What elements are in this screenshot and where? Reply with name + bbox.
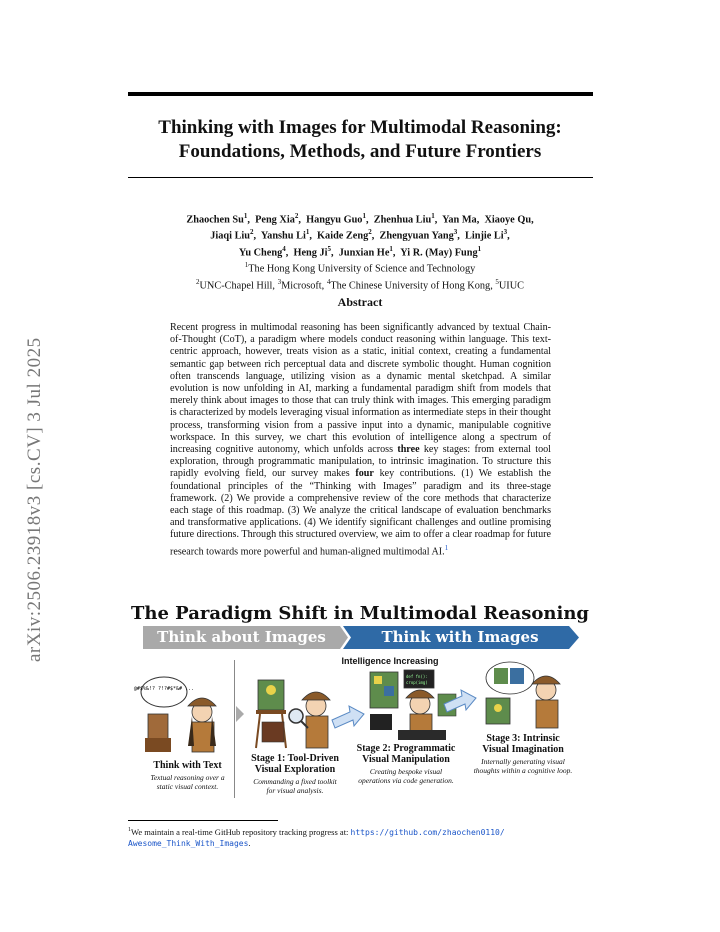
stage-think-with-text: Think with Text Textual reasoning over a static visual context. xyxy=(150,760,225,791)
svg-text:crop(img): crop(img) xyxy=(406,680,428,685)
footnote-rule xyxy=(128,820,278,821)
title-bottom-rule xyxy=(128,177,593,178)
svg-text:def fn():: def fn(): xyxy=(406,674,428,679)
intelligence-increasing-label: Intelligence Increasing xyxy=(341,656,439,666)
author-line-3: Yu Cheng$^4$, Heng Ji$^5$, Junxian He$^1$, Yi R. (May) Fung$^1$ xyxy=(238,244,482,259)
think-with-text-illustration xyxy=(133,676,235,756)
stage1-to-stage2-arrow xyxy=(332,706,364,728)
stage2-to-stage3-arrow xyxy=(444,690,476,712)
footnote-link[interactable]: 1 xyxy=(444,543,449,552)
repo-url-link[interactable]: https://github.com/zhaochen0110/ xyxy=(350,827,505,837)
author-line-2: Jiaqi Liu$^2$, Yanshu Li$^1$, Kaide Zeng$^2$, Zhengyuan Yang$^3$, Linjie Li$^3$, xyxy=(210,228,510,242)
abstract-body: Recent progress in multimodal reasoning has been significantly advanced by textual Chain-of-Thought (CoT), a paradigm where models conduct reasoning within language. This text-centric approach, however, treats vision as a static, initial context, creating a fundamental semantic gap between rich perceptual data and discrete symbolic thought. Human cognition often transcends language, utilizing vision as a dynamic mental sketchpad. A similar evolution is now unfolding in AI, marking a fundamental paradigm shift from models that merely think about images to those that can truly think with images. This emerging paradigm is characterized by models leveraging visual information as intermediate steps in their thought process, transforming vision from a passive input into a dynamic, manipulable cognitive workspace. In this survey, we chart this evolution of intelligence along a spectrum of increasing cognitive autonomy, which unfolds across three key stages: from external tool exploration, through programmatic manipulation, to intrinsic imagination. To structure this rapidly evolving field, our survey makes four key contributions. (1) We establish the foundational principles of the “Thinking with Images” paradigm and its three-stage framework. (2) We provide a comprehensive review of the core methods that characterize each stage of this roadmap. (3) We analyze the critical landscape of evaluation benchmarks and transformative applications. (4) We identify significant challenges and outline promising future directions. Through this structured overview, we aim to offer a clear roadmap for future research towards more powerful and human-aligned multimodal AI.$^1$ xyxy=(170,322,551,558)
paper-title xyxy=(110,116,610,164)
affiliation-line-2: $^2$UNC-Chapel Hill, $^3$Microsoft, $^4$The Chinese University of Hong Kong, $^5$UIUC xyxy=(195,277,525,292)
figure-title: The Paradigm Shift in Multimodal Reasoning xyxy=(130,603,590,624)
abstract-heading: Abstract xyxy=(337,295,383,309)
title-top-rule xyxy=(128,92,593,96)
stage-3: Stage 3: Intrinsic Visual Imagination Internally generating visual thoughts within a cognitive loop. xyxy=(473,733,573,775)
footnote: $^1$We maintain a real-time GitHub repository tracking progress at: https://github.com/zhaochen0110/ Awesome_Think_With_Images. xyxy=(128,826,505,848)
stage-1: Stage 1: Tool-Driven Visual Exploration Commanding a fixed toolkit for visual analysis. xyxy=(251,753,339,795)
author-line-1: Zhaochen Su$^1$, Peng Xia$^2$, Hangyu Guo$^1$, Zhenhua Liu$^1$, Yan Ma, Xiaoye Qu, xyxy=(186,212,534,226)
stage-2: Stage 2: Programmatic Visual Manipulation Creating bespoke visual operations via code generation. xyxy=(356,743,456,785)
speech-bubble-text: @#$%&!? ?!?#$*&# ... xyxy=(133,686,195,692)
gray-pointer-arrow xyxy=(236,706,244,722)
title-line-1: Thinking with Images for Multimodal Reasoning: xyxy=(158,117,562,138)
banner-think-with-images: Think with Images xyxy=(343,626,579,649)
title-line-2: Foundations, Methods, and Future Frontiers xyxy=(178,141,542,162)
author-block xyxy=(120,210,600,292)
affiliation-line-1: $^1$The Hong Kong University of Science and Technology xyxy=(244,261,476,275)
repo-url-link-cont[interactable]: Awesome_Think_With_Images xyxy=(128,838,249,848)
banner-think-about-images: Think about Images xyxy=(143,626,348,649)
stage3-illustration xyxy=(480,660,580,730)
arxiv-stamp: arXiv:2506.23918v3 [cs.CV] 3 Jul 2025 xyxy=(24,337,45,662)
